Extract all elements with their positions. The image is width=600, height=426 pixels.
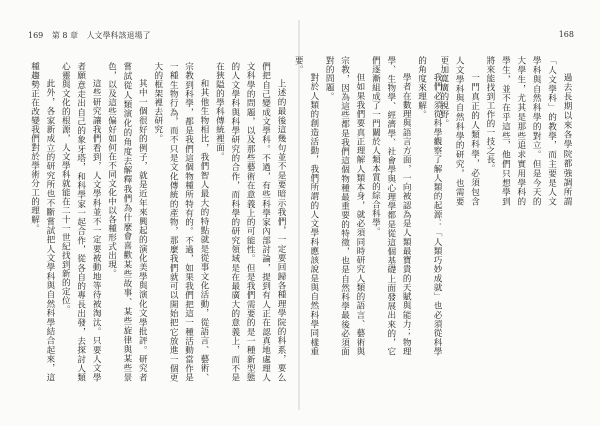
paragraph: 但如果我們要真正理解人類本身，就必須同時研究人類的語言、藝術與宗教，因為這些都是我們這個物種最重要的特徵，也是自然科學最後必須面對的問題。 — [324, 56, 365, 356]
paragraph: 學者在數理與語言方面，一向被認為是人類最寶貴的天賦與能力；物理學、生物學、經濟學、社會學與心理學都是從這個基礎上面發展出來的，它們逐漸組成了一門關於人類本質的綜合科學。 — [370, 56, 412, 356]
paragraph: 這些研究讓我們看到，人文學科並不一定要被動地等待被淘汰。只要人文學者願意走出自己的象牙塔，和科學家一起合作，從各自的專長出發，去探討人類心靈與文化的根源，人文學科就能在二十一世紀找到新的定位。 — [60, 62, 102, 382]
paragraph: 我們必須從科學觀察了解人類的起源：「人類巧妙成就」也必須從科學的角度來理解。 — [416, 56, 442, 356]
paragraph: 過去長期以來各學院都強調所謂「人文學科」的教學，而主要是人文學科與自然科學的對立。但是今天的大學生，尤其是那些追求實用學科的學生，並不在乎這些，他們只想學到將來能找到工作的一技之長。 — [484, 56, 572, 206]
paragraph: 此外，各家新成立的研究所也不斷嘗試把人文學科與自然科學結合起來，這種趨勢正在改變我們對於學術分工的理解。 — [29, 62, 55, 382]
paragraph: 一門真正的人類科學，必須包含人文學科與自然科學的研究，也需要更加寬廣的視野。 — [438, 56, 480, 206]
left-page-header — [28, 30, 157, 41]
running-title: 人文學科該退場了 — [86, 31, 151, 40]
chapter-label: 第 8 章 — [51, 31, 79, 40]
right-page — [293, 0, 594, 426]
left-page-body — [26, 62, 288, 382]
page-number: 169 — [28, 31, 44, 40]
page-number: 168 — [558, 30, 574, 39]
paragraph: 和其他生物相比，我們智人最大的特點就是從事文化活動，從語言、藝術、宗教到科學，都是我們這個物種所特有的。不過，如果我們把這一種活動當作是一種生物行為，而不只是文化傳統的產物，那麼我們就可以開始把它放進一個更大的框架裡去研究。 — [152, 62, 209, 382]
paragraph: 上述的最後這幾句並不是要暗示我們，一定要回歸各種理學院的科系，要么們把自己變成文學科。不過，有些科學家內部討論，提到有人正在認真地處理人文科學的問題，以及那些藝術在意義上的可能性。但是我們需要的是一種新型態的人文學科與科學研究的合作，而科學的研究領域是在最廣大的意義上，而不是在狹隘的學科傳統裡面。 — [214, 62, 286, 382]
left-page — [6, 0, 298, 426]
right-page-top-block — [438, 56, 574, 206]
paragraph: 其中一個很好的例子，就是近年來興起的演化美學與演化文學批評。研究者嘗試從人類演化的角度去解釋我們為什麼會喜歡某些故事、某些旋律與某些景色，以及這些偏好如何在不同文化中以各種形式出現。 — [106, 62, 148, 382]
right-page-main-block — [293, 56, 444, 356]
right-page-header — [559, 30, 580, 39]
paragraph: 對於人類的創造活動，我們所謂的人文學科應該說是與自然科學同樣重要。 — [293, 56, 319, 356]
